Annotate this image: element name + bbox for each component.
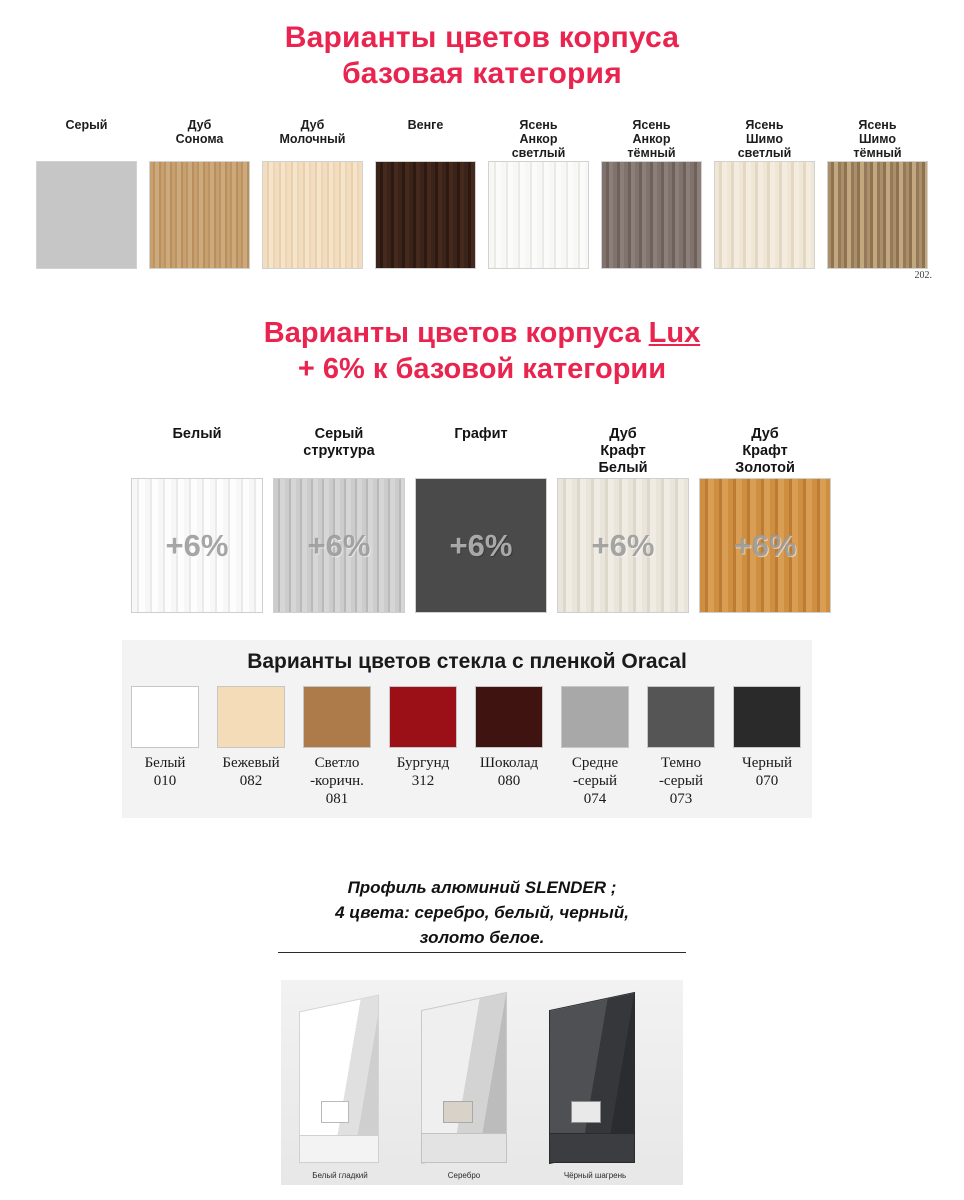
base-swatch-item[interactable] bbox=[369, 115, 482, 269]
oracal-swatch-label bbox=[659, 748, 703, 808]
label-line: Анкор bbox=[519, 132, 558, 146]
base-swatch-label bbox=[66, 115, 108, 161]
oracal-section bbox=[122, 640, 812, 818]
watermark-text: 202. bbox=[914, 270, 932, 281]
oracal-title: Варианты цветов стекла с пленкой Oracal bbox=[122, 640, 812, 686]
label-line: тёмный bbox=[853, 146, 902, 160]
label-line: Ясень bbox=[858, 118, 897, 132]
lux-color-strip bbox=[126, 420, 838, 613]
oracal-swatch-color bbox=[733, 686, 801, 748]
base-swatch-color bbox=[36, 161, 137, 269]
label-line: Бежевый bbox=[222, 755, 280, 771]
base-swatch-label bbox=[738, 115, 792, 161]
label-line: Бургунд bbox=[396, 755, 450, 771]
oracal-swatch-label bbox=[480, 748, 538, 790]
lux-swatch-item[interactable] bbox=[410, 420, 552, 613]
label-line: Золотой bbox=[735, 460, 795, 476]
label-line: структура bbox=[303, 443, 375, 459]
base-title-line2: базовая категория bbox=[342, 57, 622, 90]
label-line: Дуб bbox=[300, 118, 325, 132]
oracal-swatch-color bbox=[217, 686, 285, 748]
base-swatch-item[interactable] bbox=[256, 115, 369, 269]
profile-bar-silver-end bbox=[421, 1133, 507, 1163]
lux-swatch-label bbox=[303, 420, 374, 478]
lux-title-lux-word: Lux bbox=[648, 317, 701, 349]
profile-bar-black-end bbox=[549, 1133, 635, 1163]
label-line: -серый bbox=[658, 773, 704, 789]
oracal-swatch-item[interactable] bbox=[724, 686, 810, 808]
label-line: Сонома bbox=[175, 132, 224, 146]
base-swatch-label bbox=[627, 115, 675, 161]
lux-swatch-color bbox=[415, 478, 547, 613]
label-line: -серый bbox=[572, 773, 618, 789]
lux-swatch-color bbox=[273, 478, 405, 613]
oracal-swatch-label bbox=[145, 748, 186, 790]
label-line: 073 bbox=[669, 791, 693, 807]
label-line: 082 bbox=[239, 773, 263, 789]
horizontal-rule bbox=[278, 952, 686, 953]
oracal-swatch-item[interactable] bbox=[294, 686, 380, 808]
base-swatch-item[interactable] bbox=[708, 115, 821, 269]
lux-swatch-color bbox=[131, 478, 263, 613]
profile-caption-black: Чёрный шагрень bbox=[563, 1171, 627, 1180]
label-line: Шимо bbox=[746, 132, 783, 146]
base-swatch-color bbox=[714, 161, 815, 269]
oracal-swatch-item[interactable] bbox=[552, 686, 638, 808]
base-swatch-label bbox=[512, 115, 566, 161]
base-swatch-item[interactable] bbox=[30, 115, 143, 269]
profile-bar-white-end bbox=[299, 1135, 379, 1163]
oracal-color-strip bbox=[122, 686, 812, 818]
page-title-lux bbox=[0, 315, 964, 387]
oracal-swatch-item[interactable] bbox=[380, 686, 466, 808]
base-swatch-color bbox=[149, 161, 250, 269]
lux-badge: +6% bbox=[591, 527, 655, 563]
oracal-swatch-item[interactable] bbox=[638, 686, 724, 808]
page-title-base bbox=[0, 0, 964, 92]
base-swatch-item[interactable] bbox=[143, 115, 256, 269]
label-line: 312 bbox=[411, 773, 435, 789]
base-swatch-label bbox=[408, 115, 444, 161]
label-line: 080 bbox=[497, 773, 521, 789]
label-line: Черный bbox=[741, 755, 793, 771]
profile-photo bbox=[281, 980, 683, 1185]
label-line: 074 bbox=[583, 791, 607, 807]
base-swatch-color bbox=[262, 161, 363, 269]
profile-note-line3: золото белое. bbox=[419, 928, 545, 947]
base-swatch-item[interactable] bbox=[595, 115, 708, 269]
oracal-swatch-item[interactable] bbox=[466, 686, 552, 808]
oracal-swatch-color bbox=[303, 686, 371, 748]
lux-badge: +6% bbox=[733, 527, 797, 563]
label-line: Белый bbox=[172, 426, 222, 442]
oracal-swatch-item[interactable] bbox=[208, 686, 294, 808]
profile-note bbox=[0, 875, 964, 950]
lux-swatch-item[interactable] bbox=[268, 420, 410, 613]
label-line: Анкор bbox=[632, 132, 671, 146]
oracal-swatch-label bbox=[572, 748, 618, 808]
label-line: Ясень bbox=[632, 118, 671, 132]
lux-title-line1a: Варианты цветов корпуса bbox=[263, 317, 649, 349]
label-line: 010 bbox=[153, 773, 177, 789]
label-line: 070 bbox=[755, 773, 779, 789]
lux-swatch-label bbox=[735, 420, 795, 478]
label-line: Белый bbox=[598, 460, 648, 476]
profile-caption-silver: Серебро bbox=[447, 1171, 481, 1180]
label-line: Шимо bbox=[859, 132, 896, 146]
lux-swatch-color bbox=[557, 478, 689, 613]
label-line: Молочный bbox=[279, 132, 346, 146]
base-swatch-color bbox=[488, 161, 589, 269]
base-title-line1: Варианты цветов корпуса bbox=[284, 21, 680, 54]
lux-swatch-color bbox=[699, 478, 831, 613]
profile-silver-cavity bbox=[443, 1101, 473, 1123]
label-line: Шоколад bbox=[479, 755, 539, 771]
lux-title-line2: + 6% к базовой категории bbox=[297, 353, 667, 385]
label-line: -коричн. bbox=[310, 773, 364, 789]
oracal-swatch-item[interactable] bbox=[122, 686, 208, 808]
profile-caption-white: Белый гладкий bbox=[312, 1171, 368, 1180]
label-line: Белый bbox=[144, 755, 186, 771]
profile-note-line2: 4 цвета: серебро, белый, черный, bbox=[335, 903, 629, 922]
base-swatch-label bbox=[176, 115, 224, 161]
lux-swatch-label bbox=[173, 420, 222, 478]
oracal-swatch-label bbox=[742, 748, 792, 790]
label-line: Ясень bbox=[745, 118, 784, 132]
lux-swatch-item[interactable] bbox=[126, 420, 268, 613]
lux-badge: +6% bbox=[307, 527, 371, 563]
profile-black-cavity bbox=[571, 1101, 601, 1123]
label-line: Дуб bbox=[609, 426, 637, 442]
lux-swatch-label bbox=[454, 420, 507, 478]
base-swatch-color bbox=[601, 161, 702, 269]
lux-swatch-item[interactable] bbox=[552, 420, 694, 613]
lux-swatch-label bbox=[599, 420, 648, 478]
label-line: светлый bbox=[511, 146, 566, 160]
oracal-swatch-label bbox=[222, 748, 279, 790]
label-line: Темно bbox=[660, 755, 702, 771]
oracal-swatch-color bbox=[647, 686, 715, 748]
lux-badge: +6% bbox=[165, 527, 229, 563]
label-line: тёмный bbox=[627, 146, 676, 160]
label-line: Венге bbox=[407, 118, 444, 132]
label-line: Крафт bbox=[742, 443, 788, 459]
base-swatch-item[interactable] bbox=[821, 115, 934, 269]
label-line: Серый bbox=[65, 118, 108, 132]
base-swatch-color bbox=[827, 161, 928, 269]
base-color-strip bbox=[30, 115, 934, 269]
label-line: Дуб bbox=[751, 426, 779, 442]
label-line: Средне bbox=[571, 755, 619, 771]
base-swatch-label bbox=[853, 115, 901, 161]
label-line: Ясень bbox=[519, 118, 558, 132]
label-line: Серый bbox=[314, 426, 364, 442]
label-line: Крафт bbox=[600, 443, 646, 459]
profile-white-cavity bbox=[321, 1101, 349, 1123]
profile-note-line1: Профиль алюминий SLENDER ; bbox=[347, 878, 617, 897]
base-swatch-item[interactable] bbox=[482, 115, 595, 269]
oracal-swatch-color bbox=[131, 686, 199, 748]
oracal-swatch-label bbox=[397, 748, 450, 790]
base-swatch-color bbox=[375, 161, 476, 269]
label-line: Графит bbox=[454, 426, 508, 442]
lux-swatch-item[interactable] bbox=[694, 420, 836, 613]
oracal-swatch-color bbox=[561, 686, 629, 748]
base-swatch-label bbox=[279, 115, 345, 161]
label-line: Светло bbox=[314, 755, 360, 771]
oracal-swatch-label bbox=[310, 748, 364, 808]
label-line: Дуб bbox=[187, 118, 212, 132]
label-line: светлый bbox=[737, 146, 792, 160]
oracal-swatch-color bbox=[475, 686, 543, 748]
oracal-swatch-color bbox=[389, 686, 457, 748]
lux-badge: +6% bbox=[449, 527, 513, 563]
label-line: 081 bbox=[325, 791, 349, 807]
